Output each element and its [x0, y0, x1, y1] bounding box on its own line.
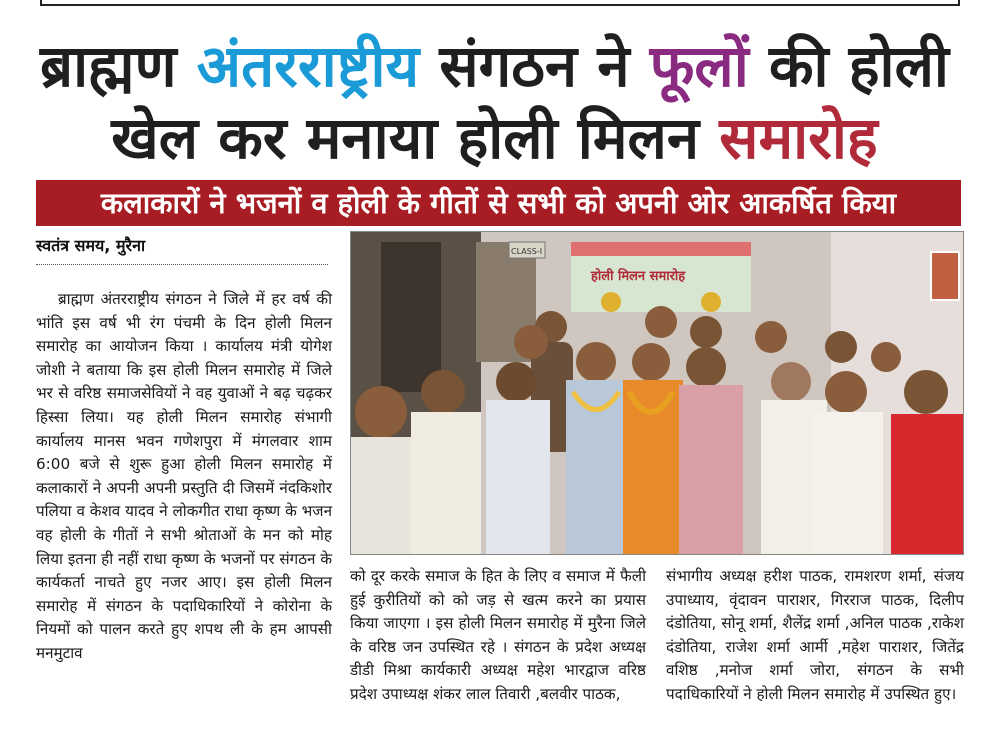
headline: [0, 30, 989, 174]
headline-line-2: [0, 102, 989, 174]
headline-word-highlight-blue: अंतरराष्ट्रीय: [196, 32, 420, 100]
headline-word: खेल कर मनाया होली मिलन: [111, 104, 700, 172]
group-photo-illustration: [351, 232, 964, 555]
headline-word-highlight-purple: फूलों: [649, 32, 749, 100]
article-column-2: को दूर करके समाज के हित के लिए व समाज में फैली हुई कुरीतियों को को जड़ से खत्म करने का प्रयास किया जाएगा । इस होली मिलन समारोह में मुरैना जिले के वरिष्ठ जन उपस्थित रहे । संगठन के प्रदेश अध्यक्ष डीडी मिश्रा कार्यकारी अध्यक्ष महेश भारद्वाज वरिष्ठ प्रदेश उपाध्यक्ष शंकर लाल तिवारी ,बलवीर पाठक,: [350, 567, 646, 703]
byline-divider: [36, 264, 328, 265]
news-photo: [350, 231, 964, 555]
headline-word: की होली: [769, 32, 949, 100]
photo-sign: CLASS-I: [511, 247, 543, 256]
article-column-3: संभागीय अध्यक्ष हरीश पाठक, रामशरण शर्मा, संजय उपाध्याय, वृंदावन पाराशर, गिरराज पाठक, दिलीप दंडोतिया, सोनू शर्मा, शैलेंद्र शर्मा ,अनिल पाठक ,राकेश दंडोतिया, राजेश शर्मा आर्मी ,महेश पाराशर, जितेंद्र वशिष्ठ ,मनोज शर्मा जोरा, संगठन के सभी पदाधिकारियों ने होली मिलन समारोह में उपस्थित हुए।: [666, 567, 964, 703]
photo-banner-text: होली मिलन समारोह: [591, 269, 686, 284]
byline: स्वतंत्र समय, मुरैना: [36, 236, 146, 255]
headline-word-highlight-red: समारोह: [719, 104, 878, 172]
top-frame-rule: [40, 0, 960, 6]
headline-word: ब्राह्मण: [40, 32, 177, 100]
headline-word: संगठन ने: [439, 32, 630, 100]
headline-line-1: [0, 30, 989, 102]
subheadline-banner: कलाकारों ने भजनों व होली के गीतों से सभी को अपनी ओर आकर्षित किया: [36, 180, 961, 226]
article-column-1: ब्राह्मण अंतरराष्ट्रीय संगठन ने जिले में हर वर्ष की भांति इस वर्ष भी रंग पंचमी के दिन होली मिलन समारोह का आयोजन किया । कार्यालय मंत्री योगेश जोशी ने बताया कि इस होली मिलन समारोह में जिले भर से वरिष्ठ समाजसेवियों ने वह युवाओं ने बढ़ चढ़कर हिस्सा लिया। यह होली मिलन समारोह संभागी कार्यालय मानस भवन गणेशपुरा में मंगलवार शाम 6:00 बजे से शुरू हुआ होली मिलन समारोह में कलाकारों ने अपनी अपनी प्रस्तुति दी जिसमें नंदकिशोर पलिया व केशव यादव ने लोकगीत राधा कृष्ण के भजन वह होली के गीतों ने सभी श्रोताओं के मन को मोह लिया इतना ही नहीं राधा कृष्ण के भजनों पर संगठन के कार्यकर्ता नाचते हुए नजर आए। इस होली मिलन समारोह में संगठन के पदाधिकारियों ने कोरोना के नियमों को पालन करते हुए शपथ ली के हम आपसी मनमुटाव: [36, 290, 332, 662]
